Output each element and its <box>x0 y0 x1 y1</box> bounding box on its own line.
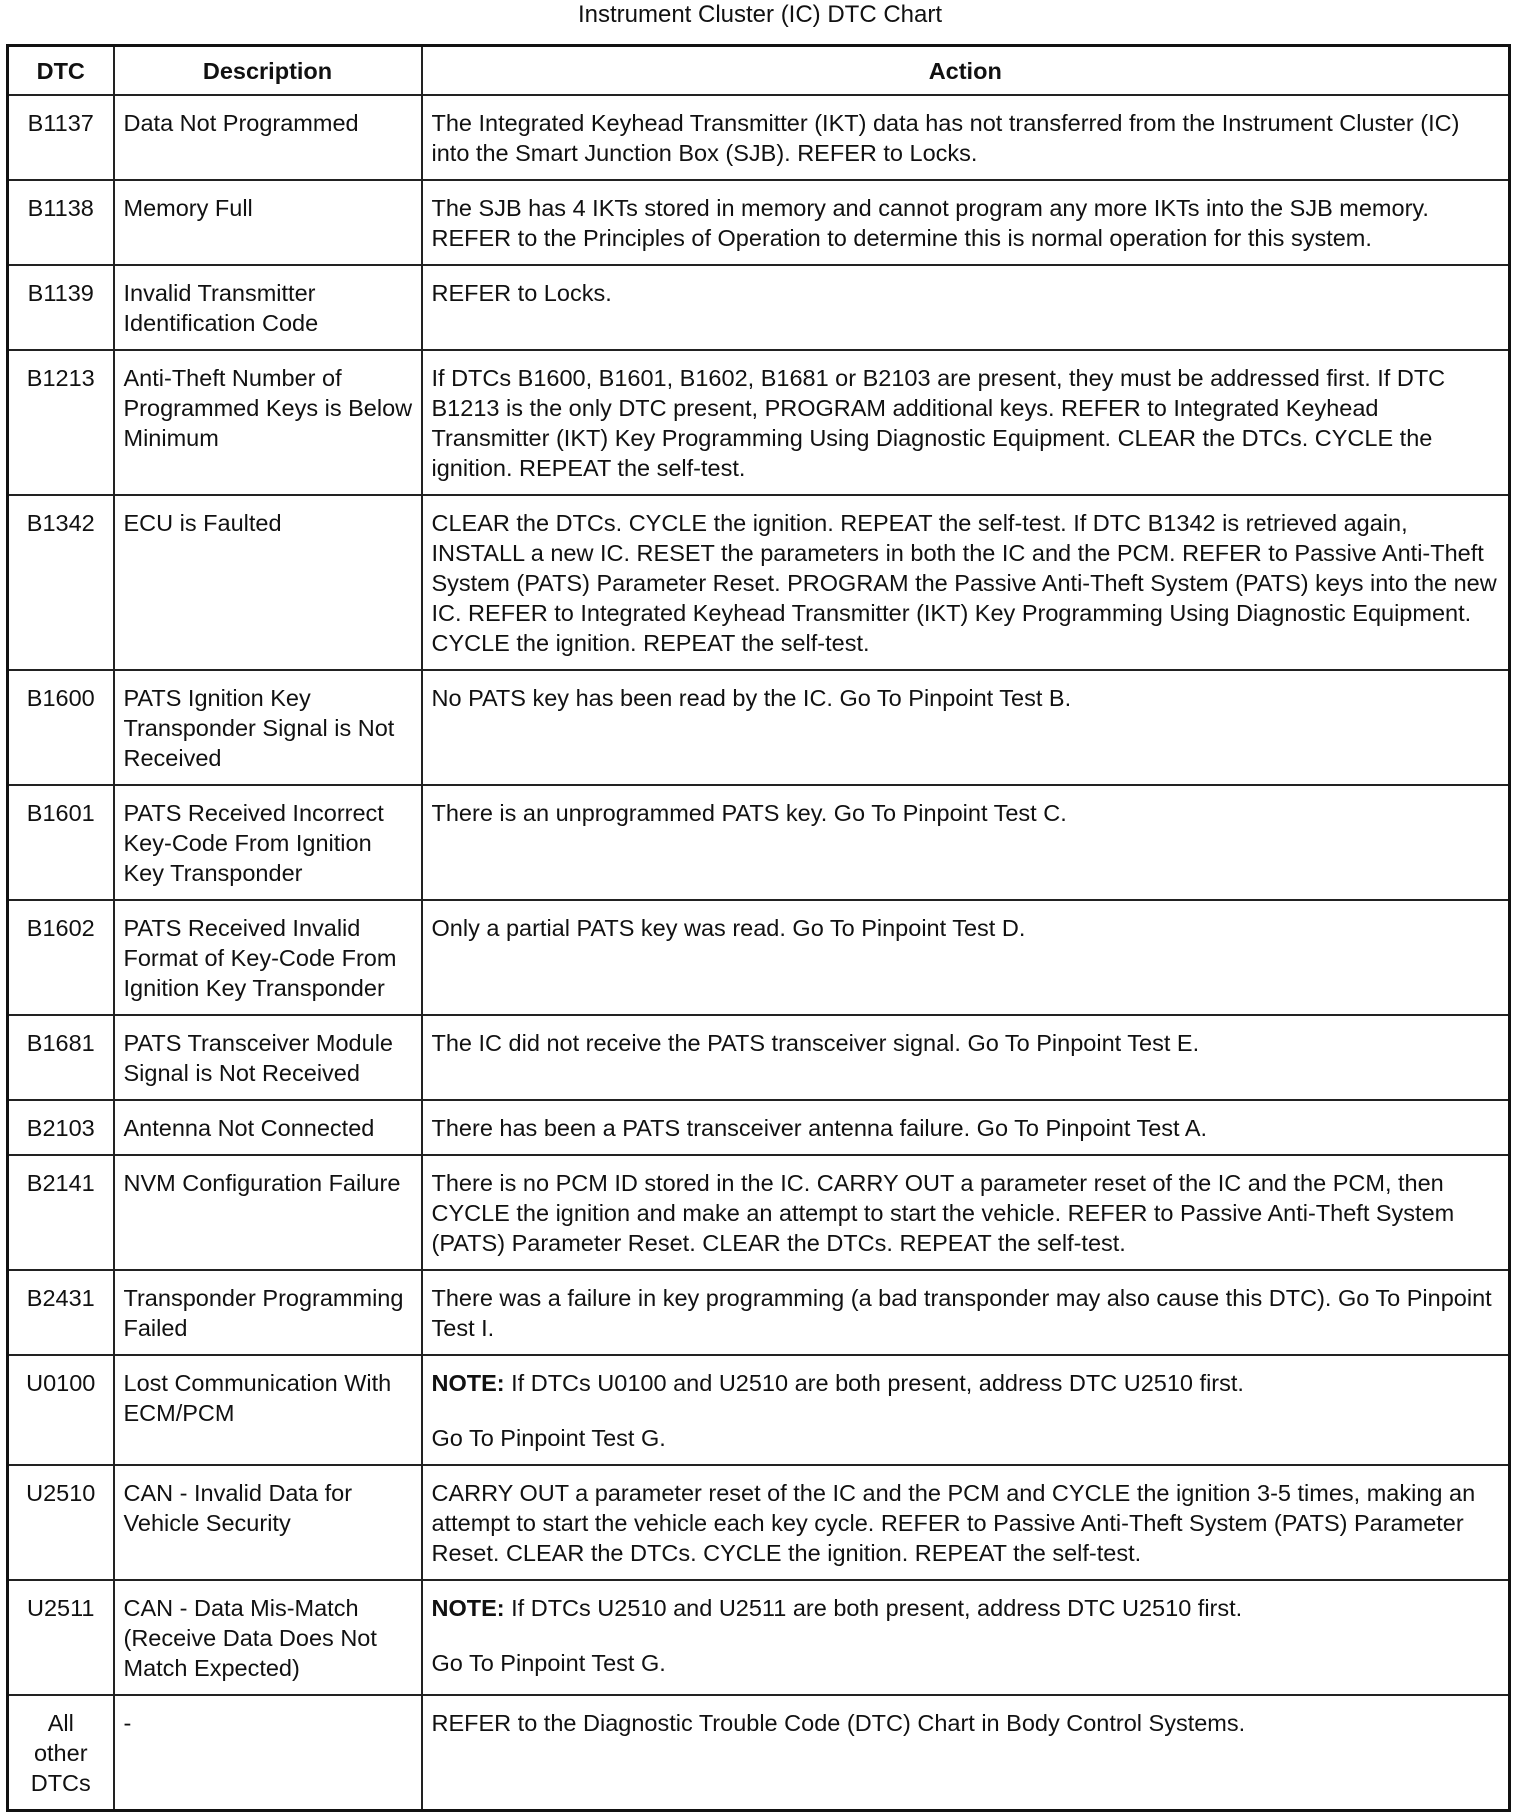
action-cell <box>422 180 1510 265</box>
dtc-code-cell: B2141 <box>8 1155 114 1270</box>
description-cell: ECU is Faulted <box>114 495 422 670</box>
action-text: The Integrated Keyhead Transmitter (IKT) data has not transferred from the Instrument Cluster (IC) into the Smart Junction Box (SJB). REFER to Locks. <box>431 110 1460 166</box>
note-label: NOTE: <box>431 1595 505 1621</box>
table-row <box>8 1580 1510 1695</box>
dtc-code-cell: B1601 <box>8 785 114 900</box>
dtc-code-cell: U2511 <box>8 1580 114 1695</box>
dtc-code-cell: B2431 <box>8 1270 114 1355</box>
action-column-header: Action <box>422 46 1510 96</box>
action-text: No PATS key has been read by the IC. Go To Pinpoint Test B. <box>431 685 1072 711</box>
dtc-code-cell: All other DTCs <box>8 1695 114 1811</box>
action-cell <box>422 1100 1510 1155</box>
action-text: Go To Pinpoint Test G. <box>431 1650 666 1676</box>
description-cell: PATS Ignition Key Transponder Signal is Not Received <box>114 670 422 785</box>
dtc-code-cell: B1138 <box>8 180 114 265</box>
table-row <box>8 1465 1510 1580</box>
description-cell: PATS Received Incorrect Key-Code From Ignition Key Transponder <box>114 785 422 900</box>
description-cell: Antenna Not Connected <box>114 1100 422 1155</box>
action-cell <box>422 95 1510 180</box>
dtc-code-cell: B1213 <box>8 350 114 495</box>
dtc-column-header: DTC <box>8 46 114 96</box>
note-text: If DTCs U2510 and U2511 are both present, address DTC U2510 first. <box>504 1595 1243 1621</box>
action-cell <box>422 785 1510 900</box>
table-row <box>8 350 1510 495</box>
action-cell <box>422 900 1510 1015</box>
table-row <box>8 785 1510 900</box>
action-text: There has been a PATS transceiver antenna failure. Go To Pinpoint Test A. <box>431 1115 1208 1141</box>
action-text: There is an unprogrammed PATS key. Go To Pinpoint Test C. <box>431 800 1067 826</box>
description-cell: CAN - Data Mis-Match (Receive Data Does Not Match Expected) <box>114 1580 422 1695</box>
table-header-row <box>8 46 1510 96</box>
action-cell <box>422 1695 1510 1811</box>
table-row <box>8 1270 1510 1355</box>
note-paragraph <box>432 1368 1501 1398</box>
action-text: The IC did not receive the PATS transceiver signal. Go To Pinpoint Test E. <box>431 1030 1200 1056</box>
dtc-code-cell: B1139 <box>8 265 114 350</box>
action-text: Go To Pinpoint Test G. <box>431 1425 666 1451</box>
action-text: CARRY OUT a parameter reset of the IC and the PCM and CYCLE the ignition 3-5 times, making an attempt to start the vehicle each key cycle. REFER to Passive Anti-Theft System (PATS) Parameter Reset. CLEAR the DTCs. CYCLE the ignition. REPEAT the self-test. <box>431 1480 1476 1566</box>
table-row <box>8 1015 1510 1100</box>
note-text: If DTCs U0100 and U2510 are both present, address DTC U2510 first. <box>504 1370 1244 1396</box>
description-cell: Invalid Transmitter Identification Code <box>114 265 422 350</box>
action-text: If DTCs B1600, B1601, B1602, B1681 or B2103 are present, they must be addressed first. If DTC B1213 is the only DTC present, PROGRAM additional keys. REFER to Integrated Keyhead Transmitter (IKT) Key Programming Using Diagnostic Equipment. CLEAR the DTCs. CYCLE the ignition. REPEAT the self-test. <box>431 365 1446 481</box>
action-cell <box>422 1465 1510 1580</box>
dtc-code-cell: B2103 <box>8 1100 114 1155</box>
action-cell <box>422 1580 1510 1695</box>
chart-title: Instrument Cluster (IC) DTC Chart <box>577 1 943 28</box>
action-cell <box>422 1015 1510 1100</box>
table-row <box>8 95 1510 180</box>
table-row <box>8 900 1510 1015</box>
dtc-code-cell: B1681 <box>8 1015 114 1100</box>
action-cell <box>422 495 1510 670</box>
table-row <box>8 1100 1510 1155</box>
table-row <box>8 180 1510 265</box>
dtc-code-cell: U0100 <box>8 1355 114 1465</box>
action-cell <box>422 1270 1510 1355</box>
action-text: There was a failure in key programming (a bad transponder may also cause this DTC). Go To Pinpoint Test I. <box>431 1285 1492 1341</box>
description-cell: - <box>114 1695 422 1811</box>
dtc-code-cell: U2510 <box>8 1465 114 1580</box>
dtc-code-cell: B1137 <box>8 95 114 180</box>
dtc-table <box>6 44 1511 1812</box>
table-row <box>8 495 1510 670</box>
description-cell: NVM Configuration Failure <box>114 1155 422 1270</box>
description-cell: CAN - Invalid Data for Vehicle Security <box>114 1465 422 1580</box>
table-row <box>8 265 1510 350</box>
table-row <box>8 670 1510 785</box>
note-paragraph <box>432 1593 1501 1623</box>
action-text: The SJB has 4 IKTs stored in memory and cannot program any more IKTs into the SJB memory. REFER to the Principles of Operation to determine this is normal operation for this system. <box>431 195 1429 251</box>
dtc-code-cell: B1602 <box>8 900 114 1015</box>
table-row <box>8 1695 1510 1811</box>
action-cell <box>422 265 1510 350</box>
dtc-code-cell: B1342 <box>8 495 114 670</box>
description-cell: Data Not Programmed <box>114 95 422 180</box>
action-cell <box>422 1355 1510 1465</box>
action-text: Only a partial PATS key was read. Go To Pinpoint Test D. <box>431 915 1026 941</box>
description-column-header: Description <box>114 46 422 96</box>
table-row <box>8 1155 1510 1270</box>
action-cell <box>422 350 1510 495</box>
action-text: REFER to the Diagnostic Trouble Code (DTC) Chart in Body Control Systems. <box>431 1710 1246 1736</box>
note-label: NOTE: <box>431 1370 505 1396</box>
description-cell: Lost Communication With ECM/PCM <box>114 1355 422 1465</box>
dtc-code-cell: B1600 <box>8 670 114 785</box>
action-cell <box>422 670 1510 785</box>
description-cell: Memory Full <box>114 180 422 265</box>
table-row <box>8 1355 1510 1465</box>
action-cell <box>422 1155 1510 1270</box>
description-cell: Anti-Theft Number of Programmed Keys is Below Minimum <box>114 350 422 495</box>
description-cell: PATS Received Invalid Format of Key-Code From Ignition Key Transponder <box>114 900 422 1015</box>
description-cell: Transponder Programming Failed <box>114 1270 422 1355</box>
description-cell: PATS Transceiver Module Signal is Not Received <box>114 1015 422 1100</box>
action-text: REFER to Locks. <box>431 280 612 306</box>
action-text: CLEAR the DTCs. CYCLE the ignition. REPEAT the self-test. If DTC B1342 is retrieved again, INSTALL a new IC. RESET the parameters in both the IC and the PCM. REFER to Passive Anti-Theft System (PATS) Parameter Reset. PROGRAM the Passive Anti-Theft System (PATS) keys into the new IC. REFER to Integrated Keyhead Transmitter (IKT) Key Programming Using Diagnostic Equipment. CYCLE the ignition. REPEAT the self-test. <box>431 510 1497 656</box>
action-text: There is no PCM ID stored in the IC. CARRY OUT a parameter reset of the IC and the PCM, then CYCLE the ignition and make an attempt to start the vehicle. REFER to Passive Anti-Theft System (PATS) Parameter Reset. CLEAR the DTCs. REPEAT the self-test. <box>431 1170 1455 1256</box>
